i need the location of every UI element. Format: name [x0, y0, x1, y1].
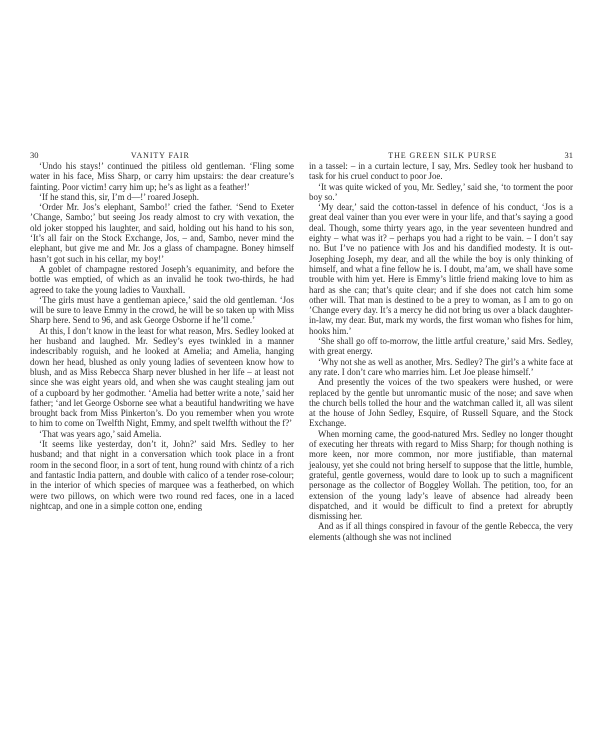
- paragraph: ‘Order Mr. Jos’s elephant, Sambo!’ cried the father. ‘Send to Exeter ’Change, Sambo;’ but seeing Jos ready almost to cry with vexation, the old joker stopped his laughter, and said, holding out his hand to his son, ‘It’s all fair on the Stock Exchange, Jos, – and, Sambo, never mind the elephant, but give me and Mr. Jos a glass of champagne. Boney himself hasn’t got such in his cellar, my boy!’: [30, 202, 294, 264]
- paragraph: At this, I don’t know in the least for what reason, Mrs. Sedley looked at her husband and laughed. Mr. Sedley’s eyes twinkled in a manner indescribably roguish, and he looked at Amelia; and Amelia, hanging down her head, blushed as only young ladies of seventeen know how to blush, and as Miss Rebecca Sharp never blushed in her life – at least not since she was eight years old, and when she was caught stealing jam out of a cupboard by her godmother. ‘Amelia had better write a note,’ said her father; ‘and let George Osborne see what a beautiful handwriting we have brought back from Miss Pinkerton’s. Do you remember when you wrote to him to come on Twelfth Night, Emmy, and spelt twelfth without the f?’: [30, 325, 294, 429]
- right-page: [309, 150, 573, 542]
- paragraph: And presently the voices of the two speakers were hushed, or were replaced by the gentle but unromantic music of the nose; and save when the church bells tolled the hour and the watchman called it, all was silent at the house of John Sedley, Esquire, of Russell Square, and the Stock Exchange.: [309, 377, 573, 429]
- paragraph: ‘Undo his stays!’ continued the pitiless old gentleman. ‘Fling some water in his face, Miss Sharp, or carry him upstairs: the dear creature’s fainting. Poor victim! carry him up; he’s as light as a feather!’: [30, 161, 294, 192]
- paragraph: ‘If he stand this, sir, I’m d—!’ roared Joseph.: [39, 191, 199, 202]
- right-page-number: 31: [564, 150, 573, 160]
- paragraph: ‘It seems like yesterday, don’t it, John?’ said Mrs. Sedley to her husband; and that night in a conversation which took place in a front room in the second floor, in a sort of tent, hung round with chintz of a rich and fantastic India pattern, and double with calico of a tender rose-colour; in the interior of which species of marquee was a featherbed, on which were two pillows, on which were two round red faces, one in a laced nightcap, and one in a simple cotton one, ending: [30, 439, 294, 511]
- paragraph: in a tassel: – in a curtain lecture, I say, Mrs. Sedley took her husband to task for his cruel conduct to poor Joe.: [309, 161, 573, 182]
- left-page: [30, 150, 294, 511]
- right-running-title: THE GREEN SILK PURSE: [388, 151, 498, 160]
- paragraph: ‘She shall go off to-morrow, the little artful creature,’ said Mrs. Sedley, with great energy.: [309, 336, 573, 357]
- right-page-text: [309, 161, 573, 542]
- left-running-title: VANITY FAIR: [130, 151, 190, 160]
- paragraph: A goblet of champagne restored Joseph’s equanimity, and before the bottle was emptied, of which as an invalid he took two-thirds, he had agreed to take the young ladies to Vauxhall.: [30, 263, 294, 295]
- right-running-head: [309, 150, 573, 161]
- paragraph: ‘My dear,’ said the cotton-tassel in defence of his conduct, ‘Jos is a great deal vainer than you ever were in your life, and that’s saying a good deal. Though, some thirty years ago, in the year seventeen hundred and eighty – what was it? – perhaps you had a right to be vain. – I don’t say no. But I’ve no patience with Jos and his dandified modesty. It is out-Josephing Joseph, my dear, and all the while the boy is only thinking of himself, and what a fine fellow he is. I doubt, ma’am, we shall have some trouble with him yet. Here is Emmy’s little friend making love to him as hard as she can; that’s quite clear; and if she does not catch him some other will. That man is destined to be a prey to woman, as I am to go on ’Change every day. It’s a mercy he did not bring us over a black daughter-in-law, my dear. But, mark my words, the first woman who fishes for him, hooks him.’: [309, 202, 573, 336]
- paragraph: And as if all things conspired in favour of the gentle Rebecca, the very elements (although she was not inclined: [309, 521, 573, 542]
- left-running-head: [30, 150, 294, 161]
- paragraph: ‘It was quite wicked of you, Mr. Sedley,’ said she, ‘to torment the poor boy so.’: [309, 181, 573, 202]
- paragraph: ‘The girls must have a gentleman apiece,’ said the old gentleman. ‘Jos will be sure to leave Emmy in the crowd, he will be so taken up with Miss Sharp here. Send to 96, and ask George Osborne if he’ll come.’: [30, 294, 294, 326]
- left-page-text: [30, 161, 294, 511]
- paragraph: ‘Why not she as well as another, Mrs. Sedley? The girl’s a white face at any rate. I don’t care who marries him. Let Joe please himself.’: [309, 356, 573, 377]
- paragraph: When morning came, the good-natured Mrs. Sedley no longer thought of executing her threats with regard to Miss Sharp; for though nothing is more keen, nor more common, nor more justifiable, than maternal jealousy, yet she could not bring herself to suppose that the little, humble, grateful, gentle governess, would dare to look up to such a magnificent personage as the collector of Boggley Wollah. The petition, too, for an extension of the young lady’s leave of absence had already been dispatched, and it would be difficult to find a pretext for abruptly dismissing her.: [309, 428, 573, 522]
- left-page-number: 30: [30, 150, 39, 160]
- paragraph: ‘That was years ago,’ said Amelia.: [39, 428, 162, 439]
